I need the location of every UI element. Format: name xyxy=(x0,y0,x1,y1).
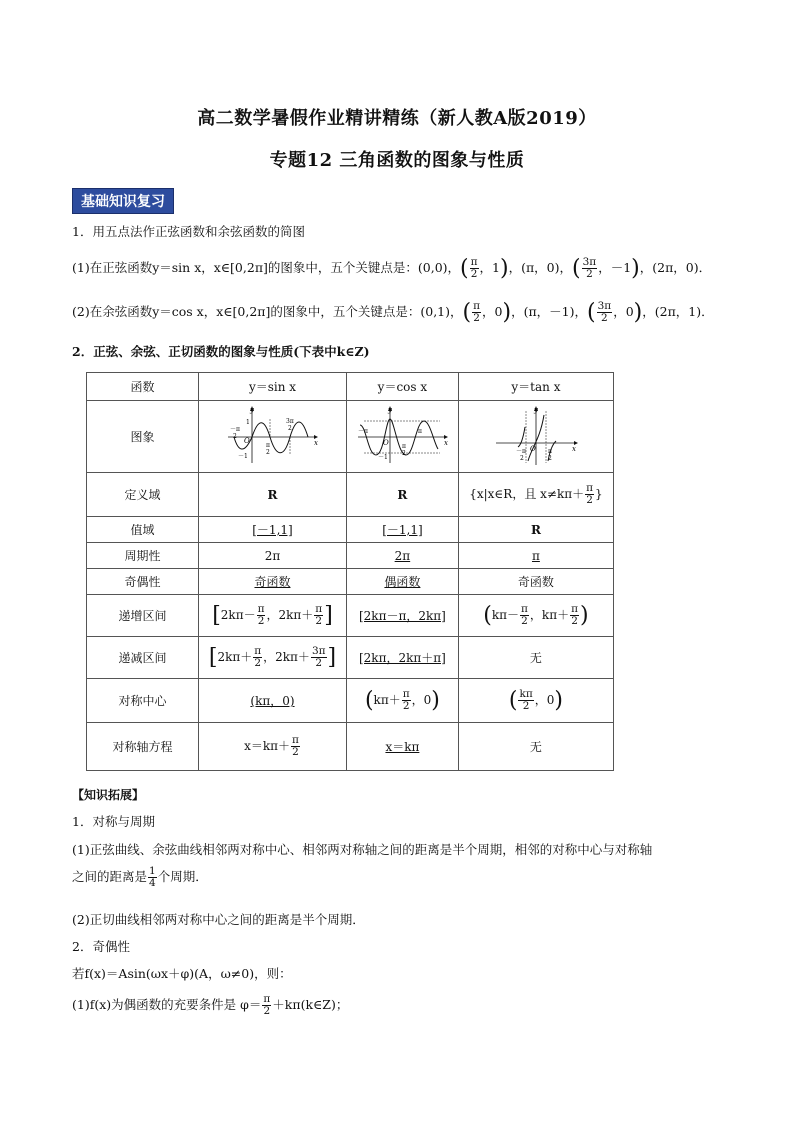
cos-axis: x＝kπ xyxy=(346,723,458,771)
header-cell: y＝sin x xyxy=(199,373,347,401)
ext-p1: (1)正弦曲线、余弦曲线相邻两对称中心、相邻两对称轴之间的距离是半个周期，相邻的对称中心与对称轴 xyxy=(72,842,653,857)
cos-p4-frac: $\frac{3\pi}{2}$ xyxy=(597,300,612,324)
ext-p4: (1)f(x)为偶函数的充要条件是 φ＝ $\frac{\pi}{2}$ ＋kπ(k∈Z)； xyxy=(72,993,349,1017)
svg-text:－π: －π xyxy=(230,426,241,433)
tan-parity: 奇函数 xyxy=(458,569,613,595)
table-row xyxy=(87,679,614,723)
row-label: 值域 xyxy=(87,517,199,543)
sin-keypoints-line: (1)在正弦函数y＝sin x，x∈[0,2π]的图象中，五个关键点是：(0,0)，( $\frac{\pi}{2}$ ，1)，(π，0)，( $\frac{3\pi}{2}$ ，－1)，(2π，0)． xyxy=(72,256,712,281)
row-label: 递减区间 xyxy=(87,637,199,679)
sin-decreasing: [2kπ＋ $\frac{\pi}{2}$ ，2kπ＋ $\frac{3\pi}{2}$ ] xyxy=(199,637,347,679)
cos-period: 2π xyxy=(346,543,458,569)
svg-text:π: π xyxy=(418,428,423,435)
svg-text:y: y xyxy=(388,406,393,414)
row-label: 对称中心 xyxy=(87,679,199,723)
sin-parity: 奇函数 xyxy=(199,569,347,595)
table-row xyxy=(87,543,614,569)
svg-text:－π: －π xyxy=(358,428,369,435)
row-label: 奇偶性 xyxy=(87,569,199,595)
cos-keypoints-line: (2)在余弦函数y＝cos x，x∈[0,2π]的图象中，五个关键点是：(0,1)，( $\frac{\pi}{2}$ ，0)，(π，－1)，( $\frac{3\pi}{2}$ ，0)，(2π，1)． xyxy=(72,300,714,325)
sin-center: (kπ，0) xyxy=(199,679,347,723)
svg-text:π: π xyxy=(266,442,271,449)
svg-text:π: π xyxy=(402,443,407,450)
table-row xyxy=(87,569,614,595)
svg-text:O: O xyxy=(383,439,390,447)
svg-text:－1: －1 xyxy=(378,454,389,461)
table-row xyxy=(87,401,614,473)
svg-text:2: 2 xyxy=(266,449,271,456)
document-subtitle: 专题12 三角函数的图象与性质 xyxy=(269,150,525,171)
cos-parity: 偶函数 xyxy=(346,569,458,595)
svg-text:3π: 3π xyxy=(286,418,295,425)
tan-period: π xyxy=(458,543,613,569)
sin-increasing: [2kπ－ $\frac{\pi}{2}$ ，2kπ＋ $\frac{\pi}{2}$ ] xyxy=(199,595,347,637)
cos-graph xyxy=(354,403,450,467)
row-label: 对称轴方程 xyxy=(87,723,199,771)
table-row xyxy=(87,723,614,771)
properties-table xyxy=(86,372,614,771)
sin-domain: R xyxy=(199,473,347,517)
svg-text:1: 1 xyxy=(246,419,251,426)
tan-domain: {x|x∈R，且 x≠kπ＋ $\frac{\pi}{2}$ } xyxy=(458,473,613,517)
svg-text:－1: －1 xyxy=(238,453,249,460)
tan-axis: 无 xyxy=(458,723,613,771)
svg-text:x: x xyxy=(444,439,449,447)
svg-text:2: 2 xyxy=(233,433,238,440)
svg-text:O: O xyxy=(244,437,251,445)
row-label: 图象 xyxy=(87,401,199,473)
table-row xyxy=(87,517,614,543)
sin-range: [－1,1] xyxy=(199,517,347,543)
ext-p2: (2)正切曲线相邻两对称中心之间的距离是半个周期． xyxy=(72,912,365,927)
sin-graph-cell xyxy=(199,401,347,473)
row-label: 周期性 xyxy=(87,543,199,569)
table-row xyxy=(87,473,614,517)
svg-text:y: y xyxy=(533,406,538,414)
tan-graph-cell xyxy=(458,401,613,473)
tan-range: R xyxy=(458,517,613,543)
cos-increasing: [2kπ－π，2kπ] xyxy=(346,595,458,637)
svg-text:O: O xyxy=(529,445,536,453)
ext-p3: 若f(x)＝Asin(ωx＋φ)(A，ω≠0)，则： xyxy=(72,966,292,981)
cos-graph-cell xyxy=(346,401,458,473)
header-cell: y＝tan x xyxy=(458,373,613,401)
ext-h1: 1．对称与周期 xyxy=(72,814,155,829)
ext-h2: 2．奇偶性 xyxy=(72,939,130,954)
cos-p2-frac: $\frac{\pi}{2}$ xyxy=(473,300,481,324)
svg-text:y: y xyxy=(250,406,255,414)
tan-center: ( $\frac{k\pi}{2}$ ，0) xyxy=(458,679,613,723)
svg-text:2: 2 xyxy=(547,455,552,462)
sin-axis: x＝kπ＋ $\frac{\pi}{2}$ xyxy=(199,723,347,771)
ext-p1b: 之间的距离是 $\frac{1}{4}$ 个周期． xyxy=(72,865,208,889)
sin-p2-frac: $\frac{\pi}{2}$ xyxy=(470,256,478,280)
header-cell: y＝cos x xyxy=(346,373,458,401)
svg-text:2: 2 xyxy=(519,455,524,462)
row-label: 定义域 xyxy=(87,473,199,517)
document-title: 高二数学暑假作业精讲精练（新人教A版2019） xyxy=(197,108,597,129)
cos-decreasing: [2kπ，2kπ＋π] xyxy=(346,637,458,679)
table-row xyxy=(87,373,614,401)
cos-domain: R xyxy=(346,473,458,517)
svg-text:x: x xyxy=(571,445,576,453)
section-badge: 基础知识复习 xyxy=(72,188,174,214)
tan-graph xyxy=(488,403,584,467)
svg-text:π: π xyxy=(547,448,552,455)
s2-heading: 2．正弦、余弦、正切函数的图象与性质(下表中k∈Z) xyxy=(72,344,370,359)
svg-text:－π: －π xyxy=(515,448,526,455)
s1-heading: 1．用五点法作正弦函数和余弦函数的简图 xyxy=(72,224,305,239)
tan-increasing: (kπ－ $\frac{\pi}{2}$ ，kπ＋ $\frac{\pi}{2}$ ) xyxy=(458,595,613,637)
ext-heading: 【知识拓展】 xyxy=(72,788,145,802)
cos-prefix: (2)在余弦函数y＝cos x，x∈[0,2π]的图象中，五个关键点是：(0,1)， xyxy=(72,304,463,319)
table-row xyxy=(87,595,614,637)
header-cell: 函数 xyxy=(87,373,199,401)
sin-prefix: (1)在正弦函数y＝sin x，x∈[0,2π]的图象中，五个关键点是：(0,0)， xyxy=(72,260,461,275)
sin-period: 2π xyxy=(199,543,347,569)
cos-range: [－1,1] xyxy=(346,517,458,543)
svg-text:2: 2 xyxy=(288,425,293,432)
svg-text:x: x xyxy=(314,439,319,447)
cos-center: (kπ＋ $\frac{\pi}{2}$ ，0) xyxy=(346,679,458,723)
svg-text:2: 2 xyxy=(402,450,407,457)
sin-graph xyxy=(224,403,320,467)
table-row xyxy=(87,637,614,679)
sin-p4-frac: $\frac{3\pi}{2}$ xyxy=(582,256,597,280)
row-label: 递增区间 xyxy=(87,595,199,637)
tan-decreasing: 无 xyxy=(458,637,613,679)
